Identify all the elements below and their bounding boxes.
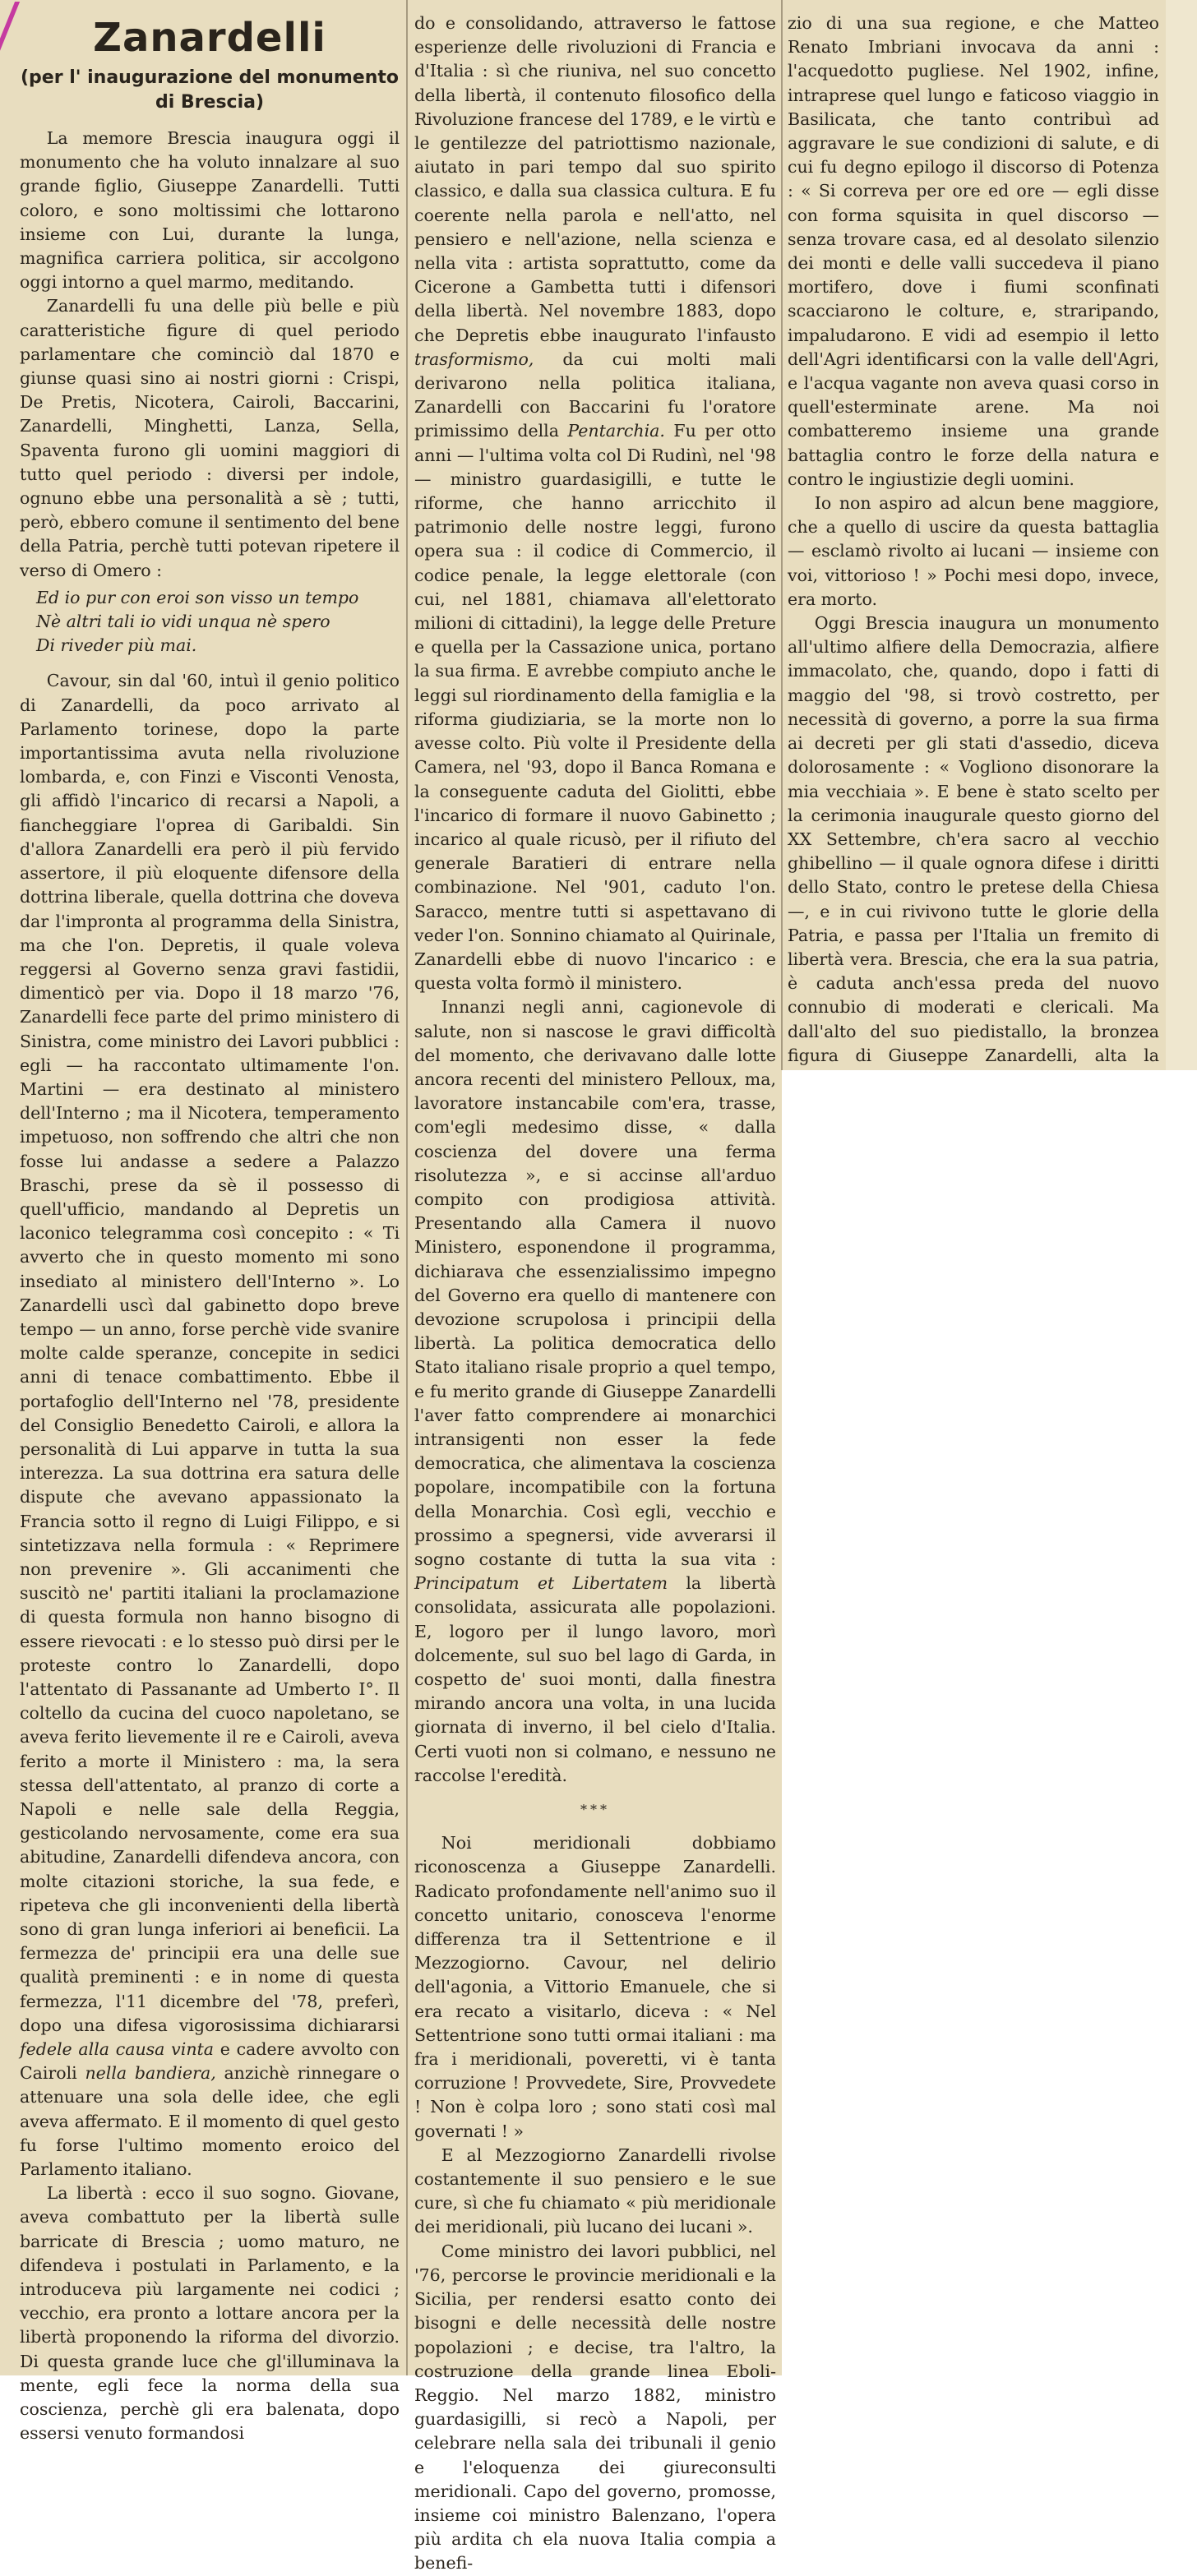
column-rule bbox=[781, 0, 783, 1070]
paragraph: do e consolidando, attraverso le fattose esperienze delle rivoluzioni di Francia e d'Italia : sì che riuniva, nel suo concetto della libertà, il contenuto filosofico della Rivoluzione francese del 1789, e le virtù e le gentilezze del patriottismo nazionale, aiutato in pari tempo dal suo spirito classico, e dalla sua classica cultura. E fu coerente nella parola e nell'atto, nel pensiero e nell'azione, nella scienza e nella vita : artista soprattutto, come da Cicerone a Gambetta tutti i difensori della libertà. Nel novembre 1883, dopo che Depretis ebbe inaugurato l'infausto trasformismo, da cui molti mali derivarono nella politica italiana, Zanardelli con Baccarini fu l'oratore primissimo della Pentarchia. Fu per otto anni — l'ultima volta col Di Rudinì, nel '98 — ministro guardasigilli, e tutte le riforme, che hanno arricchito il patrimonio delle nostre leggi, furono opera sua : il codice di Commercio, il codice penale, la legge elettorale (con cui, nel 1881, chiamava all'elettorato milioni di cittadini), la legge delle Preture e quella per la Cassazione unica, portano la sua firma. E avrebbe compiuto anche le leggi sul riordinamento della famiglia e la riforma giudiziaria, se la morte non lo avesse colto. Più volte il Presidente della Camera, nel '93, dopo il Banca Romana e la conseguente caduta del Giolitti, ebbe l'incarico di formare il nuovo Gabinetto ; incarico al quale ricusò, per il rifiuto del generale Baratieri di entrare nella combinazione. Nel '901, caduto l'on. Saracco, mentre tutti si aspettavano di veder l'on. Sonnino chiamato al Quirinale, Zanardelli ebbe di nuovo l'incarico : e questa volta formò il ministero. bbox=[414, 13, 776, 994]
article-subtitle: (per l' inaugurazione del monumento di Brescia) bbox=[20, 67, 400, 113]
paragraph: E al Mezzogiorno Zanardelli rivolse costantemente il suo pensiero e le sue cure, sì che fu chiamato « più meridionale dei meridionali, più lucano dei lucani ». bbox=[414, 2144, 776, 2237]
paragraph: Cavour, sin dal '60, intuì il genio politico di Zanardelli, da poco arrivato al Parlamento torinese, dopo la parte importantissima avuta nella rivoluzione lombarda, e, con Finzi e Visconti Venosta, gli affidò l'incarico di recarsi a Napoli, a fiancheggiare l'oprea di Garibaldi. Sin d'allora Zanardelli era però il più fervido assertore, il più eloquente difensore della dottrina liberale, quella dottrina che doveva dar l'impronta al programma della Sinistra, ma che l'on. Depretis, il quale voleva reggersi al Governo senza gravi fastidii, dimenticò per via. Dopo il 18 marzo '76, Zanardelli fece parte del primo ministero di Sinistra, come ministro dei Lavori pubblici : egli — ha raccontato ultimamente l'on. Martini — era destinato al ministero dell'Interno ; ma il Nicotera, temperamento impetuoso, non soffrendo che altri che non fosse lui andasse a sedere a Palazzo Braschi, prese da sè il possesso di quell'ufficio, mandando al Depretis un laconico telegramma così concepito : « Ti avverto che in questo momento mi sono insediato al ministero dell'Interno ». Lo Zanardelli uscì dal gabinetto dopo breve tempo — un anno, forse perchè vide svanire molte calde speranze, concepite in sedici anni di tenace combattimento. Ebbe il portafoglio dell'Interno nel '78, presidente del Consiglio Benedetto Cairoli, e allora la personalità di Lui apparve in tutta la sua interezza. La sua dottrina era satura delle dispute che avevano appassionato la Francia sotto il regno di Luigi Filippo, e si sintetizzava nella formula : « Reprimere non prevenire ». Gli accanimenti che suscitò ne' partiti italiani la proclamazione di questa formula non hanno bisogno di essere rievocati : e lo stesso può dirsi per le proteste contro lo Zanardelli, dopo l'attentato di Passanante ad Umberto I°. Il coltello da cucina del cuoco napoletano, se aveva ferito lievemente il re e Cairoli, aveva ferito a morte il Ministero : ma, la sera stessa dell'attentato, al pranzo di corte a Napoli e nelle sale della Reggia, gesticolando nervosamente, come era sua abitudine, Zanardelli difendeva ancora, con molte citazioni storiche, la sua fede, e ripeteva che gli inconvenienti della libertà sono di gran lunga inferiori ai beneficii. La fermezza de' principii era una delle sue qualità preminenti : e in nome di questa fermezza, l'11 dicembre del '78, preferì, dopo una difesa vigorosissima dichiararsi fedele alla causa vinta e cadere avvolto con Cairoli nella bandiera, anzichè rinnegare o attenuare una sola delle idee, che egli aveva affermato. E il momento di quel gesto fu forse l'ultimo momento eroico del Parlamento italiano. bbox=[20, 671, 400, 2180]
paragraph: Come ministro dei lavori pubblici, nel '76, percorse le provincie meridionali e la Sicilia, per rendersi esatto conto dei bisogni e delle necessità delle nostre popolazioni ; e decise, tra l'altro, la costruzione della grande linea Eboli-Reggio. Nel marzo 1882, ministro guardasigilli, si recò a Napoli, per celebrare nella sala dei tribunali il genio e l'eloquenza dei giureconsulti meridionali. Capo del governo, promosse, insieme coi ministro Balenzano, l'opera più ardita ch ela nuova Italia compia a benefi- bbox=[414, 2241, 776, 2574]
verse-line: Di riveder più mai. bbox=[36, 635, 197, 656]
italic-phrase: Pentarchia. bbox=[567, 421, 665, 441]
column-rule bbox=[406, 0, 408, 2375]
paragraph: Oggi Brescia inaugura un monumento all'ultimo alfiere della Democrazia, alfiere immacolato, che, quando, dopo i fatti di maggio del '98, si trovò costretto, per necessità di governo, a porre la sua firma ai decreti per gli stati d'assedio, diceva dolorosamente : « Vogliono disonorare la mia vecchiaia ». E bene è stato scelto per la cerimonia inaugurale questo giorno del XX Settembre, ch'era sacro al vecchio ghibellino — il quale ognora difese i diritti dello Stato, contro le pretese della Chiesa —, e in cui rivivono tutte le glorie della Patria, e passa per l'Italia un fremito di libertà vera. Brescia, che era la sua patria, è caduta anch'essa preda del nuovo connubio di moderati e clericali. Ma dall'alto del suo piedistallo, la bronzea figura di Giuseppe Zanardelli, alta la bbox=[788, 613, 1159, 1065]
article-column-2 bbox=[414, 12, 776, 2576]
paragraph: Innanzi negli anni, cagionevole di salute, non si nascose le gravi difficoltà del momento, che derivavano dalle lotte ancora recenti del ministero Pelloux, ma, lavoratore instancabile com'era, trasse, com'egli medesimo disse, « dalla coscienza del dovere una ferma risolutezza », e si accinse all'arduo compito con prodigiosa attività. Presentando alla Camera il nuovo Ministero, esponendone il programma, dichiarava che essenzialissimo impegno del Governo era quello di mantenere con devozione scrupolosa i principii della libertà. La politica democratica dello Stato italiano risale proprio a quel tempo, e fu merito grande di Giuseppe Zanardelli l'aver fatto comprendere ai monarchici intransigenti non esser la fede democratica, che alimentava la coscienza popolare, incompatibile con la fortuna della Monarchia. Così egli, vecchio e prossimo a spegnersi, vide avverarsi il sogno costante di tutta la sua vita : Principatum et Libertatem la libertà consolidata, assicurata alle popolazioni. E, logoro per il lungo lavoro, morì dolcemente, sul suo bel lago di Garda, in cospetto de' suoi monti, dalla finestra mirando ancora una volta, in una lucida giornata di inverno, il bel cielo d'Italia. Certi vuoti non si colmano, e nessuno ne raccolse l'eredità. bbox=[414, 997, 776, 1785]
italic-phrase: trasformismo, bbox=[414, 349, 534, 369]
verse-quote bbox=[36, 586, 400, 658]
verse-line: Nè altri tali io vidi unqua nè spero bbox=[36, 612, 330, 632]
paragraph: Noi meridionali dobbiamo riconoscenza a Giuseppe Zanardelli. Radicato profondamente nell'animo suo il concetto unitario, conosceva l'enorme differenza tra il Settentrione e il Mezzogiorno. Cavour, nel delirio dell'agonia, a Vittorio Emanuele, che si era recato a visitarlo, diceva : « Nel Settentrione sono tutti ormai italiani : ma fra i meridionali, poveretti, vi è tanta corruzione ! Provvedete, Sire, Provvedete ! Non è colpa loro ; sono stati così mal governati ! » bbox=[414, 1833, 776, 2141]
article-column-1 bbox=[20, 12, 400, 2446]
paragraph: Zanardelli fu una delle più belle e più caratteristiche figure di quel periodo parlamentare che cominciò dal 1870 e giunse quasi sino ai nostri giorni : Crispi, De Pretis, Nicotera, Cairoli, Baccarini, Zanardelli, Minghetti, Lanza, Sella, Spaventa furono gli uomini maggiori di tutto quel periodo : diversi per indole, ognuno ebbe una personalità a sè ; tutti, però, ebbero comune il sentimento del bene della Patria, perchè tutti potevan ripetere il verso di Omero : bbox=[20, 296, 400, 580]
page-edge bbox=[1166, 0, 1197, 1070]
article-column-3 bbox=[788, 12, 1159, 1065]
paragraph: zio di una sua regione, e che Matteo Renato Imbriani invocava da anni : l'acquedotto pugliese. Nel 1902, infine, intraprese quel lungo e faticoso viaggio in Basilicata, che tanto contribuì ad aggravare le sue condizioni di salute, e di cui fu degno epilogo il discorso di Potenza : « Si correva per ore ed ore — egli disse con forma squisita in quel discorso — senza trovare casa, ed al desolato silenzio dei monti e delle valli succedeva il piano mortifero, dove i fiumi sconfinati scacciarono le colture, e, straripando, impaludarono. E vidi ad esempio il letto dell'Agri identificarsi con la valle dell'Agri, e l'acqua vagante non aveva quasi corso in quell'esterminate arene. Ma noi combatteremo insieme una grande battaglia contro le forze della natura e contro le ingiustizie degli uomini. bbox=[788, 13, 1159, 489]
paragraph: Io non aspiro ad alcun bene maggiore, che a quello di uscire da questa battaglia — esclamò rivolto ai lucani — insieme con voi, vittorioso ! » Pochi mesi dopo, invece, era morto. bbox=[788, 493, 1159, 609]
paragraph: La libertà : ecco il suo sogno. Giovane, aveva combattuto per la libertà sulle barricate di Brescia ; uomo maturo, ne difendeva i postulati in Parlamento, e la introduceva più largamente nei codici ; vecchio, era pronto a lottare ancora per la libertà proponendo la riforma del divorzio. Di questa grande luce che gl'illuminava la mente, egli fece la norma della sua coscienza, perchè gli era balenata, dopo essersi venuto formandosi bbox=[20, 2183, 400, 2444]
italic-phrase: nella bandiera, bbox=[85, 2063, 216, 2084]
section-separator: *** bbox=[580, 1802, 610, 1818]
article-title: Zanardelli bbox=[93, 15, 326, 61]
verse-line: Ed io pur con eroi son visso un tempo bbox=[36, 587, 359, 607]
italic-phrase: Principatum et Libertatem bbox=[414, 1573, 668, 1594]
paragraph: La memore Brescia inaugura oggi il monumento che ha voluto innalzare al suo grande figlio, Giuseppe Zanardelli. Tutti coloro, e sono moltissimi che lottarono insieme con Lui, durante la lunga, magnifica carriera politica, sir accolgono oggi intorno a quel marmo, meditando. bbox=[20, 128, 400, 293]
italic-phrase: fedele alla causa vinta bbox=[20, 2039, 214, 2060]
blank-area bbox=[782, 1070, 1197, 2375]
